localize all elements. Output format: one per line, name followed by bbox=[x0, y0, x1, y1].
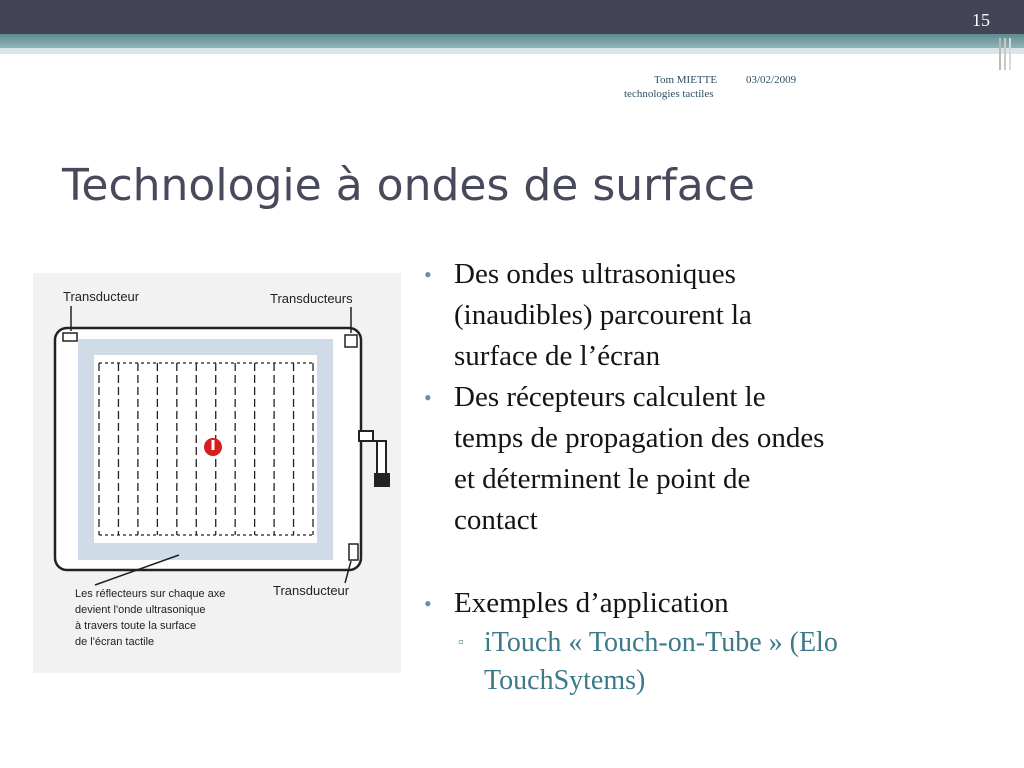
bullet-text-line: Des ondes ultrasoniques bbox=[454, 258, 736, 290]
transducer-top-left bbox=[63, 333, 77, 341]
slide-number: 15 bbox=[972, 10, 990, 30]
bullet-spacer bbox=[424, 541, 1004, 583]
bullet-dot: • bbox=[424, 262, 432, 287]
label-transducteur-top-left: Transducteur bbox=[63, 289, 140, 304]
sub-bullet-itouch bbox=[424, 624, 1004, 700]
bullet-text-line: surface de l’écran bbox=[454, 340, 661, 372]
bullet-list bbox=[424, 254, 1004, 700]
sub-bullet-text-line: iTouch « Touch-on-Tube » (Elo bbox=[484, 627, 838, 658]
label-transducteurs-top-right: Transducteurs bbox=[270, 291, 353, 306]
bullet-receivers bbox=[424, 377, 1004, 541]
bullet-text-line: Des récepteurs calculent le bbox=[454, 381, 766, 413]
bullet-text-line: et déterminent le point de bbox=[454, 463, 751, 495]
presentation-subject: technologies tactiles bbox=[624, 88, 714, 100]
caption-line-1: Les réflecteurs sur chaque axe bbox=[75, 588, 226, 600]
label-transducteur-bottom-right: Transducteur bbox=[273, 583, 350, 598]
bullet-text-line: (inaudibles) parcourent la bbox=[454, 299, 752, 331]
light-band bbox=[0, 48, 1024, 54]
bullet-examples bbox=[424, 583, 1004, 624]
caption-line-3: à travers toute la surface bbox=[75, 620, 197, 632]
slide-title: Technologie à ondes de surface bbox=[62, 160, 755, 211]
bullet-text-line: contact bbox=[454, 504, 538, 536]
corner-decoration bbox=[998, 38, 1014, 70]
bullet-dot: • bbox=[424, 385, 432, 410]
sub-bullet-text-line: TouchSytems) bbox=[484, 665, 646, 696]
touchscreen-diagram bbox=[33, 273, 401, 673]
bullet-dot: • bbox=[424, 591, 432, 616]
teal-band bbox=[0, 34, 1024, 48]
sub-bullet-square: ▫ bbox=[458, 634, 464, 651]
transducer-top-right bbox=[345, 335, 357, 347]
bullet-ultrasonic-waves bbox=[424, 254, 1004, 377]
touch-point-glyph bbox=[212, 440, 215, 450]
bullet-text-line: Exemples d’application bbox=[454, 587, 729, 619]
caption-line-2: devient l'onde ultrasonique bbox=[75, 604, 206, 616]
connector-plug bbox=[374, 473, 390, 487]
transducer-bottom-right bbox=[349, 544, 358, 560]
bullet-text-line: temps de propagation des ondes bbox=[454, 422, 825, 454]
top-bar bbox=[0, 0, 1024, 34]
slide-date: 03/02/2009 bbox=[746, 74, 797, 86]
caption-line-4: de l'écran tactile bbox=[75, 636, 155, 648]
author-name: Tom MIETTE bbox=[654, 74, 718, 86]
